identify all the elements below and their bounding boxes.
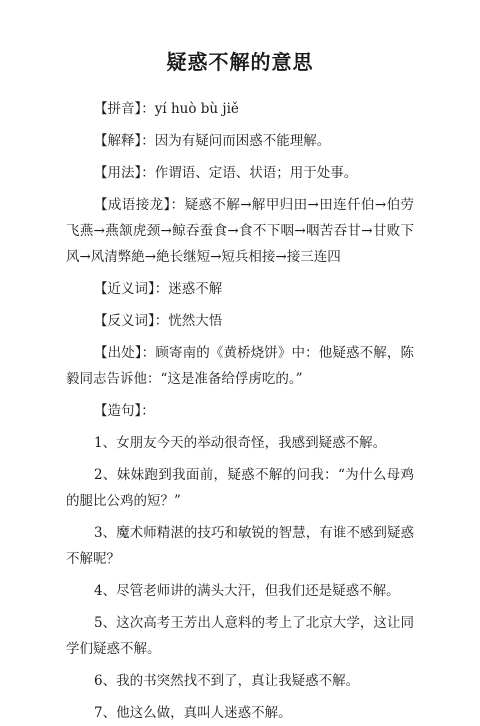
explanation-entry: 【解释】：因为有疑问而困惑不能理解。 [94, 133, 331, 149]
example-sentence-7: 7、他这么做，真叫人迷惑不解。 [94, 705, 292, 721]
example-sentences-label: 【造句】： [94, 403, 155, 419]
example-sentence-2: 2、妹妹跑到我面前，疑惑不解的问我：“为什么母鸡的腿比公鸡的短？” [66, 467, 414, 509]
example-sentence-5: 5、这次高考王芳出人意料的考上了北京大学，这让同学们疑惑不解。 [66, 615, 414, 657]
example-sentence-1: 1、女朋友今天的举动很奇怪，我感到疑惑不解。 [94, 435, 387, 451]
page-title: 疑惑不解的意思 [166, 50, 314, 74]
usage-entry: 【用法】：作谓语、定语、状语；用于处事。 [94, 165, 358, 181]
source-entry: 【出处】：顾寄南的《黄桥烧饼》中：他疑惑不解，陈毅同志告诉他：“这是准备给俘虏吃的。” [66, 345, 414, 387]
pinyin-entry: 【拼音】：yí huò bù jiě [94, 101, 239, 117]
example-sentence-6: 6、我的书突然找不到了，真让我疑惑不解。 [94, 673, 360, 689]
synonym-entry: 【近义词】：迷惑不解 [94, 281, 223, 297]
antonym-entry: 【反义词】：恍然大悟 [94, 313, 223, 329]
example-sentence-3: 3、魔术师精湛的技巧和敏锐的智慧，有谁不感到疑惑不解呢？ [66, 525, 414, 567]
example-sentence-4: 4、尽管老师讲的满头大汗，但我们还是疑惑不解。 [94, 583, 400, 599]
idiom-chain-entry: 【成语接龙】：疑惑不解→解甲归田→田连仟伯→伯劳飞燕→燕颔虎颈→鲸吞蚕食→食不下咽→咽苦吞甘→甘败下风→风清弊絶→絶长继短→短兵相接→接三连四 [66, 197, 414, 265]
